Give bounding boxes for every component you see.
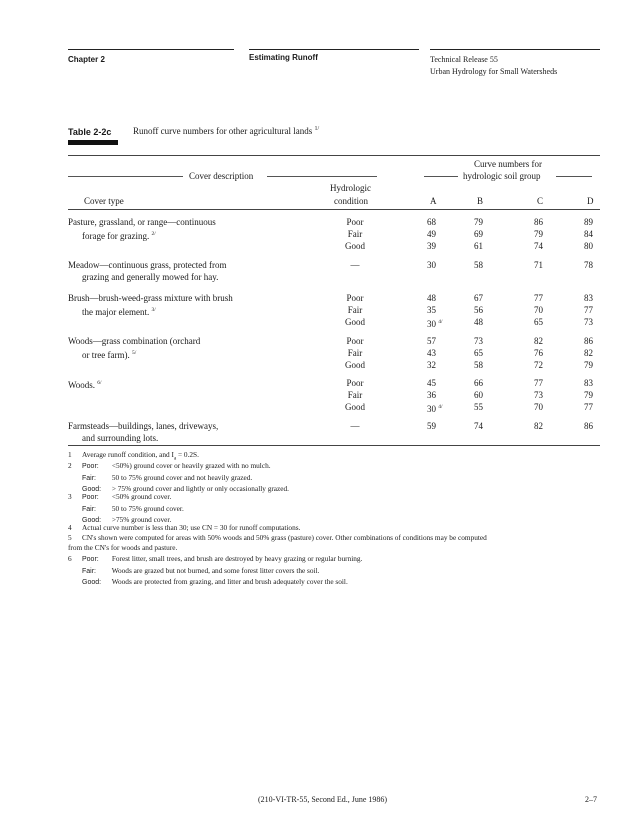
- table-top-rule: [68, 155, 600, 156]
- fair-text: 50 to 75% ground cover.: [111, 503, 184, 513]
- cn-value: 69: [474, 229, 483, 239]
- condition-value: Fair: [347, 390, 363, 400]
- cn-value: 79: [584, 360, 593, 370]
- soil-group-dash-right: [556, 176, 592, 177]
- good-text: > 75% ground cover and lightly or only occasionally grazed.: [111, 484, 289, 493]
- cover-type-line1: Farmsteads—buildings, lanes, driveways,: [68, 421, 219, 431]
- condition-cell: [325, 259, 385, 271]
- poor-text: Forest litter, small trees, and brush are destroyed by heavy grazing or regular burning.: [111, 554, 363, 563]
- cn-c-cell: [534, 292, 543, 328]
- condition-value: Poor: [346, 217, 364, 227]
- page-number: 2–7: [585, 795, 597, 804]
- condition-value: Good: [345, 360, 365, 370]
- cover-type-cell: [68, 216, 298, 242]
- cover-type-cell: [68, 259, 298, 283]
- fair-label: Fair:: [82, 567, 96, 575]
- group-c-header: C: [537, 196, 544, 206]
- cn-value: 77: [534, 293, 543, 303]
- chapter-label: Chapter 2: [68, 55, 105, 64]
- footnote-text: from the CN's for woods and pasture.: [68, 543, 178, 552]
- cn-value: 77: [534, 378, 543, 388]
- table-title-bar: [68, 140, 118, 145]
- condition-value: Good: [345, 402, 365, 412]
- footnote-ref: 6/: [97, 380, 102, 386]
- soil-group-dash-left: [424, 176, 458, 177]
- table-number: Table 2-2c: [68, 127, 112, 137]
- report-title-line1: Technical Release 55: [430, 55, 498, 64]
- cn-value: 65: [534, 317, 543, 327]
- cn-value: 74: [534, 241, 543, 251]
- footnote-fair-line: [82, 504, 602, 516]
- cn-b-cell: [474, 377, 483, 413]
- cn-value: 82: [584, 348, 593, 358]
- cn-c-cell: [534, 335, 543, 371]
- cn-b-cell: [474, 259, 483, 271]
- footnote-ref: 5/: [131, 350, 137, 356]
- cn-value: 58: [474, 360, 483, 370]
- cn-value: 32: [427, 360, 436, 370]
- report-title-line2: Urban Hydrology for Small Watersheds: [430, 67, 558, 76]
- cover-type-header: Cover type: [84, 196, 124, 206]
- cn-b-cell: [474, 335, 483, 371]
- footnote-text: Actual curve number is less than 30; use CN = 30 for runoff computations.: [82, 523, 301, 532]
- cn-a-cell: [427, 292, 443, 330]
- footnote-text-part: Average runoff condition, and I: [82, 450, 174, 459]
- cn-value: 77: [584, 305, 593, 315]
- cover-type-line2: [68, 304, 298, 318]
- good-text: >75% ground cover.: [111, 515, 172, 524]
- table-caption-text: Runoff curve numbers for other agricultural lands: [133, 126, 313, 136]
- footnote-fair-line: [82, 566, 602, 578]
- condition-cell: [325, 216, 385, 252]
- cn-value: 73: [584, 317, 593, 327]
- cn-value: 35: [427, 305, 436, 315]
- cn-value: 30: [427, 319, 436, 329]
- cn-value: 68: [427, 217, 436, 227]
- cn-value: 79: [584, 390, 593, 400]
- footnote-number: 2: [68, 461, 72, 470]
- cn-value: 56: [474, 305, 483, 315]
- condition-cell: [325, 335, 385, 371]
- condition-value: Poor: [346, 378, 364, 388]
- table-bottom-rule: [68, 445, 600, 446]
- cn-value: 58: [474, 260, 483, 270]
- cn-value: 43: [427, 348, 436, 358]
- cover-type-line1-wrap: [68, 377, 298, 391]
- cn-value: 73: [474, 336, 483, 346]
- condition-value: Poor: [346, 336, 364, 346]
- cover-type-line1: Woods—grass combination (orchard: [68, 336, 201, 346]
- cn-value: 89: [584, 217, 593, 227]
- cn-value: 36: [427, 390, 436, 400]
- cn-value: 49: [427, 229, 436, 239]
- footnote-poor-line: [82, 492, 602, 504]
- footnote-5-continuation: [68, 543, 600, 554]
- footnote-ref: 3/: [151, 307, 156, 313]
- condition-value: Fair: [347, 305, 363, 315]
- cn-value: 60: [474, 390, 483, 400]
- header-rule-left: [68, 49, 234, 50]
- cover-type-line2-text: forage for grazing.: [82, 231, 150, 241]
- footnote-text-part: = 0.2S.: [176, 450, 199, 459]
- cn-value: 30: [427, 260, 436, 270]
- cn-value: 72: [534, 360, 543, 370]
- footnote-poor-line: [82, 461, 602, 473]
- cn-value: 70: [534, 305, 543, 315]
- cover-type-line2: and surrounding lots.: [82, 433, 159, 443]
- poor-label: Poor:: [82, 494, 99, 501]
- cn-a-cell: [427, 420, 436, 432]
- group-d-header: D: [587, 196, 594, 206]
- cn-value: 86: [584, 421, 593, 431]
- group-a-header: A: [430, 196, 437, 206]
- condition-cell: [325, 292, 385, 328]
- footnote-number: 6: [68, 554, 72, 563]
- cn-value: 83: [584, 293, 593, 303]
- cn-value: 76: [534, 348, 543, 358]
- cn-value: 86: [534, 217, 543, 227]
- cover-type-cell: [68, 292, 298, 318]
- cover-type-line1: Brush—brush-weed-grass mixture with brush: [68, 293, 233, 303]
- cn-d-cell: [584, 216, 593, 252]
- footnote-ref: 4/: [438, 319, 443, 325]
- cover-type-cell: [68, 377, 298, 391]
- cover-type-line2: [68, 228, 298, 242]
- cn-d-cell: [584, 259, 593, 271]
- cn-value: 71: [534, 260, 543, 270]
- cover-type-cell: [68, 420, 298, 444]
- cn-value: 84: [584, 229, 593, 239]
- curve-numbers-header: Curve numbers for: [474, 159, 542, 169]
- cn-d-cell: [584, 292, 593, 328]
- cn-value: 45: [427, 378, 436, 388]
- cn-b-cell: [474, 216, 483, 252]
- section-label: Estimating Runoff: [249, 53, 318, 62]
- cover-type-line2: grazing and generally mowed for hay.: [82, 272, 219, 282]
- header-rule-right: [430, 49, 600, 50]
- cn-value: 79: [534, 229, 543, 239]
- hydrologic-header: Hydrologic: [330, 183, 371, 193]
- cn-a-cell: [427, 377, 443, 415]
- footnote-poor-line: [82, 554, 602, 566]
- cn-value: 61: [474, 241, 483, 251]
- cn-value: 67: [474, 293, 483, 303]
- cn-d-cell: [584, 377, 593, 413]
- cn-value: 30: [427, 404, 436, 414]
- cn-value: 86: [584, 336, 593, 346]
- cn-value-with-footnote: [427, 316, 443, 330]
- condition-cell: [325, 420, 385, 432]
- cn-c-cell: [534, 216, 543, 252]
- good-label: Good:: [82, 486, 102, 493]
- group-b-header: B: [477, 196, 484, 206]
- cn-a-cell: [427, 335, 436, 371]
- footnote-ref: 2/: [151, 231, 156, 237]
- cn-value: 74: [474, 421, 483, 431]
- cn-value-with-footnote: [427, 401, 443, 415]
- cn-value: 82: [534, 421, 543, 431]
- fair-label: Fair:: [82, 474, 96, 482]
- cn-d-cell: [584, 335, 593, 371]
- poor-label: Poor:: [82, 463, 99, 470]
- cn-value: 55: [474, 402, 483, 412]
- footnote-text: [82, 554, 602, 589]
- cn-value: 82: [534, 336, 543, 346]
- cn-value: 66: [474, 378, 483, 388]
- cn-c-cell: [534, 420, 543, 432]
- condition-value: Good: [345, 241, 365, 251]
- cn-d-cell: [584, 420, 593, 432]
- cn-c-cell: [534, 377, 543, 413]
- footnote-text: CN's shown were computed for areas with 50% woods and 50% grass (pasture) cover. Other combinations of conditions may be computed: [82, 533, 487, 542]
- ia-subscript: a: [173, 456, 177, 462]
- condition-value: Fair: [347, 348, 363, 358]
- footnote-good-line: [82, 577, 602, 589]
- fair-label: Fair:: [82, 505, 96, 513]
- table-caption: [133, 126, 319, 136]
- condition-value: Fair: [347, 229, 363, 239]
- cover-description-header: Cover description: [189, 171, 254, 181]
- footnote-ref: 4/: [438, 404, 443, 410]
- table-caption-footnote: 1/: [314, 126, 320, 132]
- cover-type-cell: [68, 335, 298, 361]
- footnote-text: [82, 492, 602, 527]
- good-label: Good:: [82, 579, 102, 586]
- cover-dash-right: [267, 176, 377, 177]
- cn-a-cell: [427, 259, 436, 271]
- cover-dash-left: [68, 176, 183, 177]
- header-rule-middle: [249, 49, 419, 50]
- footnote-number: 1: [68, 450, 72, 459]
- cn-a-cell: [427, 216, 436, 252]
- cover-type-line2-text: or tree farm).: [82, 350, 130, 360]
- cn-c-cell: [534, 259, 543, 271]
- fair-text: Woods are grazed but not burned, and some forest litter covers the soil.: [111, 565, 320, 575]
- footnote-fair-line: [82, 473, 602, 485]
- cover-type-line1: Woods.: [68, 380, 96, 390]
- condition-value: —: [350, 260, 360, 270]
- cn-value: 83: [584, 378, 593, 388]
- condition-header: condition: [334, 196, 368, 206]
- cover-type-line2-text: the major element.: [82, 307, 150, 317]
- cn-value: 70: [534, 402, 543, 412]
- cover-type-line1: Pasture, grassland, or range—continuous: [68, 217, 216, 227]
- soil-group-header: hydrologic soil group: [463, 171, 541, 181]
- cn-value: 39: [427, 241, 436, 251]
- footnote-text: [82, 461, 602, 496]
- cn-value: 77: [584, 402, 593, 412]
- condition-value: —: [350, 421, 360, 431]
- poor-text: <50%) ground cover or heavily grazed with no mulch.: [111, 461, 271, 470]
- table-header-rule: [68, 209, 600, 210]
- cn-value: 48: [427, 293, 436, 303]
- good-text: Woods are protected from grazing, and litter and brush adequately cover the soil.: [111, 577, 348, 586]
- condition-value: Poor: [346, 293, 364, 303]
- cn-value: 80: [584, 241, 593, 251]
- cn-b-cell: [474, 420, 483, 432]
- cover-type-line1: Meadow—continuous grass, protected from: [68, 260, 227, 270]
- poor-text: <50% ground cover.: [111, 492, 172, 501]
- cn-value: 78: [584, 260, 593, 270]
- condition-cell: [325, 377, 385, 413]
- cover-type-line2: [68, 347, 298, 361]
- footnote-number: 4: [68, 523, 72, 532]
- cn-value: 57: [427, 336, 436, 346]
- cn-value: 73: [534, 390, 543, 400]
- cn-value: 79: [474, 217, 483, 227]
- footnote-number: 5: [68, 533, 72, 542]
- poor-label: Poor:: [82, 556, 99, 563]
- condition-value: Good: [345, 317, 365, 327]
- cn-b-cell: [474, 292, 483, 328]
- cn-value: 48: [474, 317, 483, 327]
- cn-value: 59: [427, 421, 436, 431]
- fair-text: 50 to 75% ground cover and not heavily grazed.: [111, 472, 253, 482]
- edition-footer: (210-VI-TR-55, Second Ed., June 1986): [258, 795, 388, 804]
- cn-value: 65: [474, 348, 483, 358]
- good-label: Good:: [82, 517, 102, 524]
- footnote-number: 3: [68, 492, 72, 501]
